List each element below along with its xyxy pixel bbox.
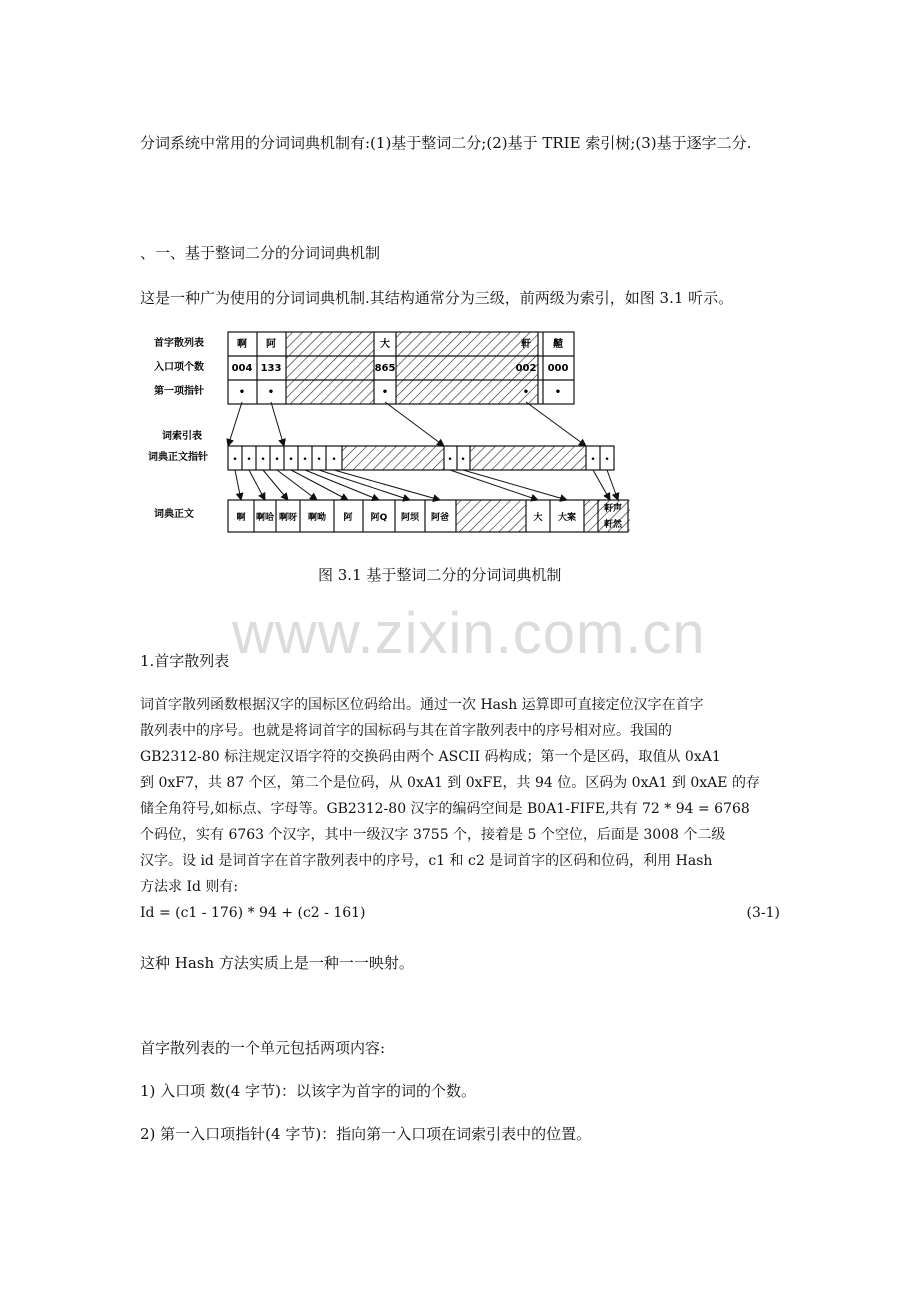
label-entry-count: 入口项个数 [154,362,204,373]
intro-paragraph: 分词系统中常用的分词词典机制有:(1)基于整词二分;(2)基于 TRIE 索引树;(3)基于逐字二分. [140,134,752,152]
label-dictionary-body: 词典正文 [154,509,194,520]
list-item-2: 2) 第一入口项指针(4 字节)：指向第一入口项在词索引表中的位置。 [140,1125,592,1143]
body-word: 啊呀 [278,513,298,523]
top-pointer-e: • [267,387,275,398]
body-word: 啊 [236,513,246,523]
index-arrows [228,402,586,446]
paragraph-line: 汉字。设 id 是词首字在首字散列表中的序号，c1 和 c2 是词首字的区码和位码，利用 Hash [140,853,713,869]
top-char-han: 軒 [521,339,531,350]
mapping-note: 这种 Hash 方法实质上是一种一一映射。 [140,954,414,972]
paragraph-line: 储全角符号,如标点、字母等。GB2312-80 汉字的编码空间是 B0A1-FIFE,共有 72 * 94 = 6768 [140,801,750,817]
body-word: 阿 [343,513,353,523]
body-word: 啊哈 [255,513,275,523]
hash-paragraph [140,692,785,900]
index-pointer: • [288,455,294,465]
list-item-1: 1) 入口项 数(4 字节)：以该字为首字的词的个数。 [140,1082,476,1100]
watermark-text: www.zixin.com.cn [232,601,706,666]
index-pointer: • [260,455,266,465]
label-body-pointer: 词典正文指针 [148,452,208,463]
body-arrows [235,470,618,500]
section-heading: 、一、基于整词二分的分词词典机制 [140,244,381,262]
paragraph-line: 个码位，实有 6763 个汉字，其中一级汉字 3755 个，接着是 5 个空位，后面是 3008 个二级 [140,827,726,843]
body-word: 軒然 [603,520,623,530]
top-pointer-a: • [238,387,246,398]
paragraph-line: 散列表中的序号。也就是将词首字的国标码与其在首字散列表中的序号相对应。我国的 [140,723,672,739]
top-count-a: 004 [231,363,253,374]
index-pointer: • [274,455,280,465]
top-char-da: 大 [380,339,390,350]
label-first-item-pointer: 第一项指针 [154,386,204,397]
top-count-han: 002 [515,363,537,374]
paragraph-line: GB2312-80 标注规定汉语字符的交换码由两个 ASCII 码构成；第一个是区码，取值从 0xA1 [140,749,721,765]
paragraph-line: 方法求 Id 则有: [140,879,239,895]
body-word: 大案 [557,513,577,523]
body-word: 阿Q [370,513,388,523]
body-word: 大 [533,513,543,523]
body-word: 阿坝 [400,513,420,523]
label-word-index-table: 词索引表 [162,431,202,442]
top-count-zha: 000 [547,363,569,374]
top-count-e: 133 [260,363,282,374]
index-pointer: • [604,455,610,465]
unit-intro: 首字散列表的一个单元包括两项内容: [140,1039,386,1057]
index-pointer: • [232,455,238,465]
paragraph-line: 到 0xF7，共 87 个区，第二个是位码，从 0xA1 到 0xFE，共 94 位。区码为 0xA1 到 0xAE 的存 [140,775,760,791]
paragraph-line: 词首字散列函数根据汉字的国标区位码给出。通过一次 Hash 运算即可直接定位汉字在首字 [140,697,704,713]
equation-number: (3-1) [746,905,780,921]
index-pointer: • [590,455,596,465]
top-pointer-zha: • [554,387,562,398]
top-char-zha: 齄 [553,339,563,350]
top-count-da: 865 [374,363,396,374]
index-pointer: • [460,455,466,465]
index-pointer: • [246,455,252,465]
body-word: 啊呦 [307,513,327,523]
top-pointer-han: • [522,387,530,398]
index-pointer: • [331,455,337,465]
figure-caption: 图 3.1 基于整词二分的分词词典机制 [318,566,562,584]
label-first-char-hash-table: 首字散列表 [154,338,204,349]
index-pointer: • [316,455,322,465]
index-pointer: • [447,455,453,465]
index-pointer: • [302,455,308,465]
body-word: 軒声 [603,504,623,514]
equation-row [140,905,780,921]
top-char-e: 阿 [266,339,276,350]
body-word: 阿爸 [430,513,450,523]
top-pointer-da: • [381,387,389,398]
dictionary-structure-figure [140,326,630,538]
top-char-a: 啊 [237,339,247,350]
section-intro: 这是一种广为使用的分词词典机制.其结构通常分为三级，前两级为索引，如图 3.1 听示。 [140,289,734,307]
equation: Id = (c1 - 176) * 94 + (c2 - 161) [140,905,366,921]
subheading-first-char-table: 1.首字散列表 [140,652,230,670]
